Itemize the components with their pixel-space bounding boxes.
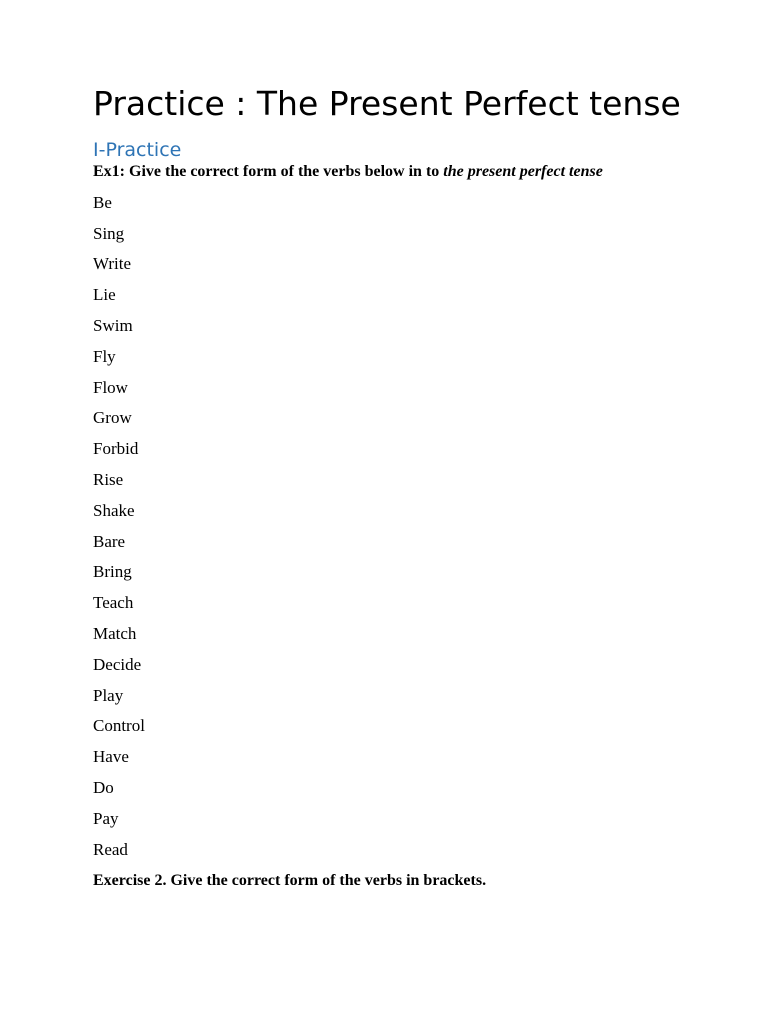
verb-item: Bare xyxy=(93,531,126,551)
exercise-2-instruction: Exercise 2. Give the correct form of the verbs in brackets. xyxy=(93,871,487,889)
verb-item: Fly xyxy=(93,346,116,366)
verb-item: Match xyxy=(93,623,137,643)
verb-list xyxy=(93,193,693,860)
document-page xyxy=(93,84,693,891)
verb-item: Play xyxy=(93,685,124,705)
verb-item: Sing xyxy=(93,223,125,243)
exercise-1-text: Ex1: Give the correct form of the verbs below in to xyxy=(93,163,444,180)
page-title: Practice : The Present Perfect tense xyxy=(93,84,681,123)
exercise-1-instruction xyxy=(93,162,693,182)
verb-item: Do xyxy=(93,777,114,797)
verb-item: Flow xyxy=(93,377,128,397)
verb-item: Swim xyxy=(93,315,133,335)
exercise-1-italic-text: the present perfect tense xyxy=(443,163,603,180)
verb-item: Pay xyxy=(93,808,119,828)
verb-item: Be xyxy=(93,192,112,212)
verb-item: Forbid xyxy=(93,439,139,459)
verb-item: Bring xyxy=(93,562,132,582)
verb-item: Decide xyxy=(93,654,142,674)
verb-item: Grow xyxy=(93,408,132,428)
section-heading: I-Practice xyxy=(93,139,182,161)
verb-item: Write xyxy=(93,254,132,274)
verb-item: Control xyxy=(93,716,145,736)
verb-item: Shake xyxy=(93,500,135,520)
verb-item: Have xyxy=(93,747,129,767)
verb-item: Teach xyxy=(93,593,134,613)
verb-item: Rise xyxy=(93,469,124,489)
verb-item: Lie xyxy=(93,285,116,305)
verb-item: Read xyxy=(93,839,128,859)
